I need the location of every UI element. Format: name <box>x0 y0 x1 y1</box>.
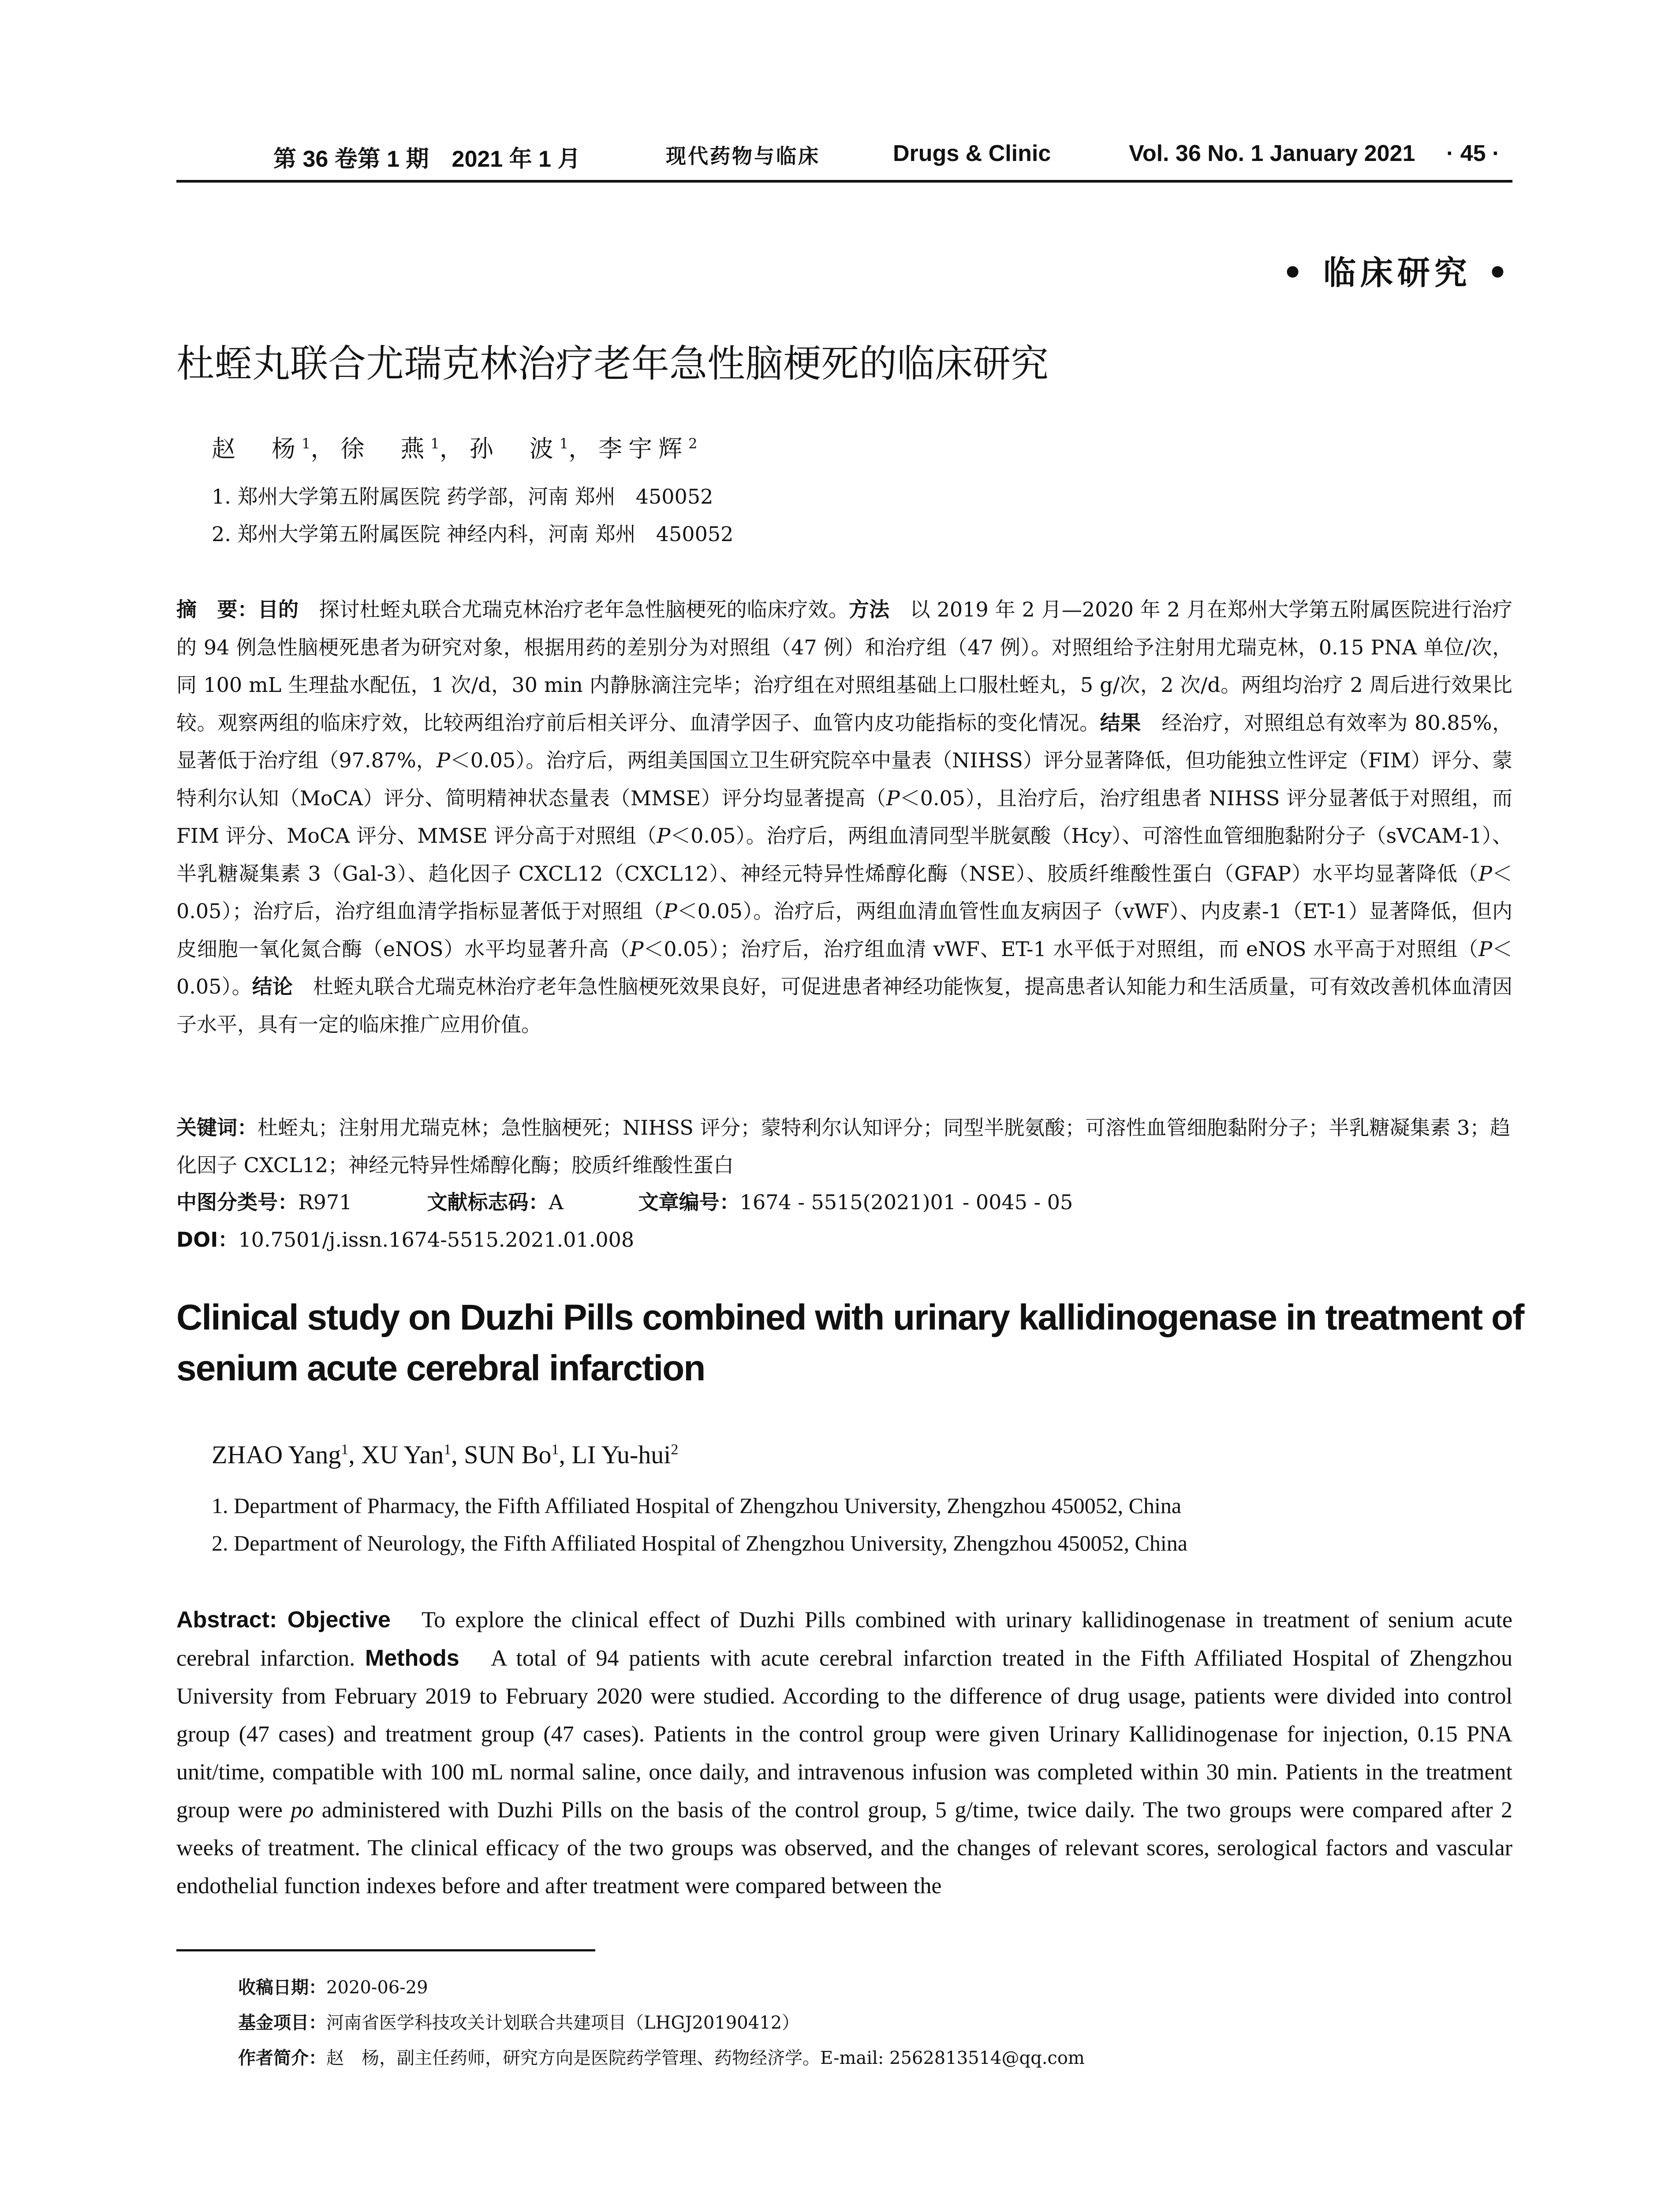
po-term: po <box>291 1798 314 1823</box>
article-no-label: 文章编号： <box>638 1190 740 1214</box>
header-issue-cn: 第 36 卷第 1 期 2021 年 1 月 <box>273 146 581 172</box>
results-text: ＜0.05）；治疗后，治疗组血清 vWF、ET-1 水平低于对照组，而 eNOS 水平高于对照组（ <box>643 937 1479 961</box>
objective-en-text: To explore the clinical effect of Duzhi Pills combined with urinary kallidinogenase in treatment of senium acute cerebral infarction. <box>176 1607 1512 1671</box>
doi-label: DOI： <box>176 1228 239 1252</box>
author-cn-name: 李宇辉 <box>598 435 689 463</box>
article-no-value: 1674 - 5515(2021)01 - 0045 - 05 <box>739 1190 1073 1214</box>
author-cn-sup: 1 <box>302 435 311 452</box>
authors-cn: 赵 杨$^1$，徐 燕$^1$，孙 波$^1$，李宇辉$^2$ <box>212 435 698 463</box>
author-cn-name: 徐 燕 <box>340 435 431 463</box>
methods-label: 方法 <box>848 598 890 621</box>
author-en-name: ZHAO Yang <box>212 1440 341 1469</box>
doi-row <box>176 1224 634 1253</box>
header-page-number: · 45 · <box>1446 141 1500 166</box>
author-en-name: SUN Bo <box>464 1440 552 1469</box>
header-journal-en: Drugs & Clinic <box>893 141 1051 166</box>
author-en-sup: 1 <box>341 1441 349 1458</box>
methods-text: 以 2019 年 2 月—2020 年 2 月在郑州大学第五附属医院进行治疗的 94 例急性脑梗死患者为研究对象，根据用药的差别分为对照组（47 例）和治疗组（47 例）。对照组给予注射用尤瑞克林，0.15 PNA 单位/次，同 100 mL 生理盐水配伍，1 次/d，30 min 内静脉滴注完毕；治疗组在对照组基础上口服杜蛭丸，5 g/次，2 次/d。两组均治疗 2 周后进行效果比较。观察两组的临床疗效，比较两组治疗前后相关评分、血清学因子、血管内皮功能指标的变化情况。 <box>176 598 1513 735</box>
author-en-sup: 1 <box>444 1441 452 1458</box>
author-en-sup: 2 <box>671 1441 679 1458</box>
results-text: ＜0.05）。治疗后，两组血清血管性血友病因子（vWF）、内皮素-1（ET-1）显著降低，但内皮细胞一氧化氮合酶（eNOS）水平均显著升高（ <box>176 899 1512 961</box>
abstract-cn-label: 摘 要： <box>176 598 258 621</box>
results-text: ＜0.05），且治疗后，治疗组患者 NIHSS 评分显著低于对照组，而 FIM 评分、MoCA 评分、MMSE 评分高于对照组（ <box>176 786 1512 848</box>
author-en-name: LI Yu-hui <box>571 1440 671 1469</box>
title-en: Clinical study on Duzhi Pills combined with urinary kallidinogenase in treatment of senium acute cerebral infarction <box>176 1297 1524 1388</box>
methods-en-label: Methods <box>365 1645 459 1671</box>
author-cn-name: 孙 波 <box>469 435 560 463</box>
abstract-en-label: Abstract: <box>176 1607 277 1633</box>
results-text: ＜0.05）。治疗后，两组美国国立卫生研究院卒中量表（NIHSS）评分显著降低，但功能独立性评定（FIM）评分、蒙特利尔认知（MoCA）评分、简明精神状态量表（MMSE）评分均显著提高（ <box>176 748 1512 810</box>
p-symbol: P <box>1478 937 1493 961</box>
p-symbol: P <box>663 899 677 923</box>
section-label: • 临床研究 • <box>1282 254 1512 292</box>
doc-code-label: 文献标志码： <box>427 1190 549 1214</box>
conclusion-text: 杜蛭丸联合尤瑞克林治疗老年急性脑梗死效果良好，可促进患者神经功能恢复，提高患者认知能力和生活质量，可有效改善机体血清因子水平，具有一定的临床推广应用价值。 <box>176 975 1513 1036</box>
author-cn-sup: 1 <box>430 435 440 452</box>
footnote-received <box>238 1973 428 1999</box>
methods-en-text: A total of 94 patients with acute cerebral infarction treated in the Fifth Affiliated Hospital of Zhengzhou University from February 2019 to February 2020 were studied. According to the difference of drug usage, patients were divided into control group (47 cases) and treatment group (47 cases). Patients in the control group were given Urinary Kallidinogenase for injection, 0.15 PNA unit/time, compatible with 100 mL normal saline, once daily, and intravenous infusion was completed within 30 min. Patients in the treatment group were <box>176 1646 1512 1823</box>
results-text: ＜0.05）。 <box>176 937 1513 998</box>
results-label: 结果 <box>1100 710 1141 735</box>
results-text: 经治疗，对照组总有效率为 80.85%，显著低于治疗组（97.87%， <box>176 710 1513 772</box>
keywords-label: 关键词： <box>176 1116 258 1140</box>
footnote-author <box>238 2044 1085 2069</box>
p-symbol: P <box>630 937 644 961</box>
author-bio-text: 赵 杨，副主任药师，研究方向是医院药学管理、药物经济学。E-mail: 2562813514@qq.com <box>326 2048 1085 2068</box>
abstract-cn <box>176 591 1512 1043</box>
author-cn-sup: 2 <box>688 435 698 452</box>
affiliation-cn: 1. 郑州大学第五附属医院 药学部，河南 郑州 450052 <box>212 485 713 508</box>
objective-text: 探讨杜蛭丸联合尤瑞克林治疗老年急性脑梗死的临床疗效。 <box>299 598 849 621</box>
affiliation-cn: 2. 郑州大学第五附属医院 神经内科，河南 郑州 450052 <box>212 522 734 546</box>
fund-text: 河南省医学科技攻关计划联合共建项目（LHGJ20190412） <box>326 2013 800 2033</box>
abstract-en <box>176 1601 1512 1905</box>
keywords-text: 杜蛭丸；注射用尤瑞克林；急性脑梗死；NIHSS 评分；蒙特利尔认知评分；同型半胱氨酸；可溶性血管细胞黏附分子；半乳糖凝集素 3；趋化因子 CXCL12；神经元特异性烯醇化酶；胶质纤维酸性蛋白 <box>176 1116 1511 1177</box>
clc-value: R971 <box>298 1190 352 1214</box>
footnote-divider <box>176 1949 595 1951</box>
authors-en: ZHAO Yang$^1$, XU Yan$^1$, SUN Bo$^1$, LI Yu-hui$^2$ <box>212 1440 679 1469</box>
received-label: 收稿日期： <box>238 1977 326 1998</box>
author-cn-name: 赵 杨 <box>212 435 302 463</box>
doi-value: 10.7501/j.issn.1674-5515.2021.01.008 <box>238 1228 635 1252</box>
results-text: ＜0.05）。治疗后，两组血清同型半胱氨酸（Hcy）、可溶性血管细胞黏附分子（sVCAM-1）、半乳糖凝集素 3（Gal-3）、趋化因子 CXCL12（CXCL12）、神经元特异性烯醇化酶（NSE）、胶质纤维酸性蛋白（GFAP）水平均显著降低（ <box>176 824 1512 886</box>
p-symbol: P <box>436 748 450 772</box>
keywords-cn <box>176 1109 1512 1184</box>
author-en-name: XU Yan <box>361 1440 444 1469</box>
title-cn: 杜蛭丸联合尤瑞克林治疗老年急性脑梗死的临床研究 <box>176 342 1049 386</box>
affiliation-en: 1. Department of Pharmacy, the Fifth Affiliated Hospital of Zhengzhou University, Zhengzhou 450052, China <box>212 1493 1182 1518</box>
footnote-fund <box>238 2009 799 2034</box>
header-journal-cn: 现代药物与临床 <box>666 144 820 168</box>
header-issue-en: Vol. 36 No. 1 January 2021 <box>1129 141 1415 166</box>
conclusion-label: 结论 <box>252 975 293 998</box>
results-text: ＜0.05）；治疗后，治疗组血清学指标显著低于对照组（ <box>176 861 1512 923</box>
author-bio-label: 作者简介： <box>238 2048 326 2068</box>
doc-code-value: A <box>549 1190 564 1214</box>
fund-label: 基金项目： <box>238 2013 326 2033</box>
methods-en-text: administered with Duzhi Pills on the basis of the control group, 5 g/time, twice daily. The two groups were compared after 2 weeks of treatment. The clinical efficacy of the two groups was observed, and the changes of relevant scores, serological factors and vascular endothelial function indexes before and after treatment were compared between the <box>176 1798 1512 1899</box>
objective-label: 目的 <box>258 598 299 621</box>
p-symbol: P <box>886 786 900 810</box>
classification-row <box>176 1186 1073 1215</box>
objective-en-label: Objective <box>277 1607 391 1633</box>
p-symbol: P <box>657 824 671 848</box>
author-cn-sup: 1 <box>559 435 569 452</box>
clc-label: 中图分类号： <box>176 1190 298 1214</box>
running-header <box>176 140 1512 183</box>
affiliation-en: 2. Department of Neurology, the Fifth Affiliated Hospital of Zhengzhou University, Zhengzhou 450052, China <box>212 1531 1187 1555</box>
p-symbol: P <box>1478 861 1492 886</box>
received-date: 2020-06-29 <box>326 1977 428 1998</box>
author-en-sup: 1 <box>551 1441 559 1458</box>
